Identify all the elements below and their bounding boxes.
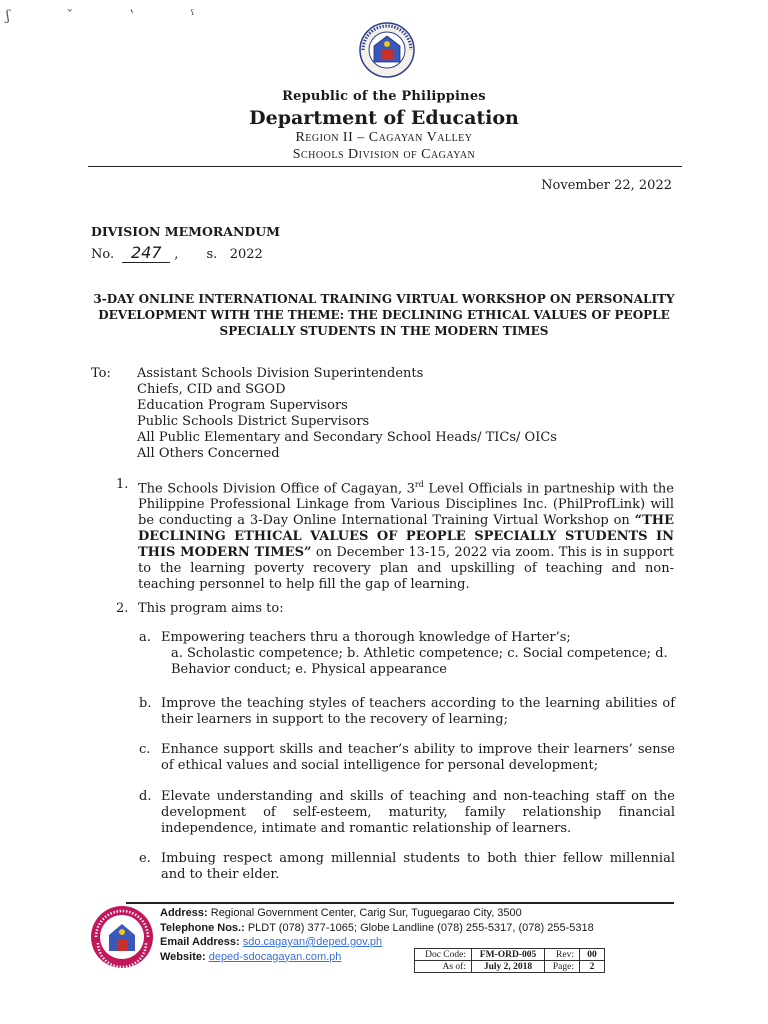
rev-value: 00 [580, 949, 605, 961]
department-name: Department of Education [249, 107, 519, 129]
phone-value: PLDT (078) 377-1065; Globe Landline (078) 255-5317, (078) 255-5318 [247, 921, 594, 934]
recipient-item: All Public Elementary and Secondary School Heads/ TICs/ OICs [137, 430, 557, 445]
address-value: Regional Government Center, Carig Sur, Tuguegarao City, 3500 [210, 907, 522, 919]
objective-text: Empowering teachers thru a thorough knowledge of Harter’s; [161, 630, 571, 645]
memo-subject: 3-DAY ONLINE INTERNATIONAL TRAINING VIRTUAL WORKSHOP ON PERSONALITY DEVELOPMENT WITH THE THEME: THE DECLINING ETHICAL VALUES OF PEOPLE SPECIALLY STUDENTS IN THE MODERN TIMES [93, 292, 675, 338]
recipient-list [137, 366, 657, 462]
paragraph-1 [138, 477, 674, 593]
objective-text: Improve the teaching styles of teachers according to the learning abilities of their learners in support to the recovery of learning; [161, 696, 675, 727]
objective-label: b. [139, 696, 152, 711]
recipient-item: Chiefs, CID and SGOD [137, 382, 286, 397]
letterhead [0, 89, 768, 163]
p1-text-c: on December 13-15, 2022 via zoom. This is in support to the learning poverty recovery plan and upskilling of teaching and non-teaching personnel to help fill the gap of learning. [138, 545, 675, 593]
recipient-item: Public Schools District Supervisors [137, 414, 370, 429]
objective-item [139, 851, 675, 883]
website-label: Website: [160, 950, 206, 963]
paragraph-number: 1. [116, 477, 129, 492]
objective-label: c. [139, 742, 151, 757]
memo-no-label: No. [91, 247, 115, 262]
memo-year: 2022 [229, 247, 263, 262]
document-control-box [414, 948, 605, 973]
p1-text-a: The Schools Division Office of Cagayan, 3 [138, 481, 415, 497]
doc-code-label: Doc Code: [415, 949, 472, 961]
doc-code-value: FM-ORD-005 [472, 949, 545, 961]
memo-number-line: No. 247 , s. 2022 [91, 243, 263, 262]
division-seal-icon [90, 905, 154, 969]
scan-marks: ʃ ˇ ‛ ˁ [6, 8, 221, 24]
header-divider [88, 166, 682, 167]
p1-theme: “THE DECLINING ETHICAL VALUES OF PEOPLE SPECIALLY STUDENTS IN THIS MODERN TIMES” [138, 513, 674, 561]
objective-item [139, 696, 675, 728]
footer-divider [126, 902, 674, 904]
paragraph-2-intro: This program aims to: [138, 601, 284, 616]
recipient-item: All Others Concerned [137, 446, 280, 461]
email-link[interactable]: sdo.cagayan@deped.gov.ph [242, 936, 383, 948]
region-line: Region II – Cagayan Valley [295, 130, 473, 145]
division-line: Schools Division of Cagayan [292, 147, 476, 162]
objective-text: Enhance support skills and teacher’s ability to improve their learners’ sense of ethical values and social intelligence for personal development; [161, 742, 675, 773]
recipient-item: Assistant Schools Division Superintendents [137, 366, 424, 381]
objective-text: Elevate understanding and skills of teaching and non-teaching staff on the development of self-esteem, maturity, family relationship financial independence, intimate and romantic relationship of learners. [161, 789, 675, 836]
objective-item [139, 630, 675, 678]
p1-text-b: Level Officials in partneship with the Philippine Professional Linkage from Various Disciplines Inc. (PhilProfLink) will be conducting a 3-Day Online International Training Virtual Workshop on [138, 481, 674, 529]
objective-label: e. [139, 851, 151, 866]
page-value: 2 [580, 961, 605, 973]
recipient-item: Education Program Supervisors [137, 398, 348, 413]
page-label: Page: [545, 961, 580, 973]
p1-superscript: rd [414, 480, 424, 489]
paragraph-number: 2. [116, 601, 129, 616]
rev-label: Rev: [545, 949, 580, 961]
republic-line: Republic of the Philippines [282, 89, 486, 104]
objective-subtext: a. Scholastic competence; b. Athletic competence; c. Social competence; d. Behavior conduct; e. Physical appearance [171, 646, 668, 677]
as-of-value: July 2, 2018 [472, 961, 545, 973]
website-link[interactable]: deped-sdocagayan.com.ph [208, 950, 342, 963]
objective-item [139, 742, 675, 774]
objective-item [139, 789, 675, 837]
email-label: Email Address: [160, 936, 240, 948]
series-label: s. [206, 247, 218, 262]
objective-text: Imbuing respect among millennial students to both thier fellow millennial and to their elder. [161, 851, 675, 882]
to-label: To: [91, 366, 111, 381]
deped-seal-icon [359, 22, 415, 78]
memo-number: 247 [122, 243, 170, 263]
objective-label: a. [139, 630, 151, 645]
memo-date: November 22, 2022 [541, 178, 672, 193]
address-label: Address: [160, 907, 208, 919]
memo-title: DIVISION MEMORANDUM [91, 224, 280, 239]
phone-label: Telephone Nos.: [160, 921, 245, 934]
objective-label: d. [139, 789, 152, 804]
as-of-label: As of: [415, 961, 472, 973]
